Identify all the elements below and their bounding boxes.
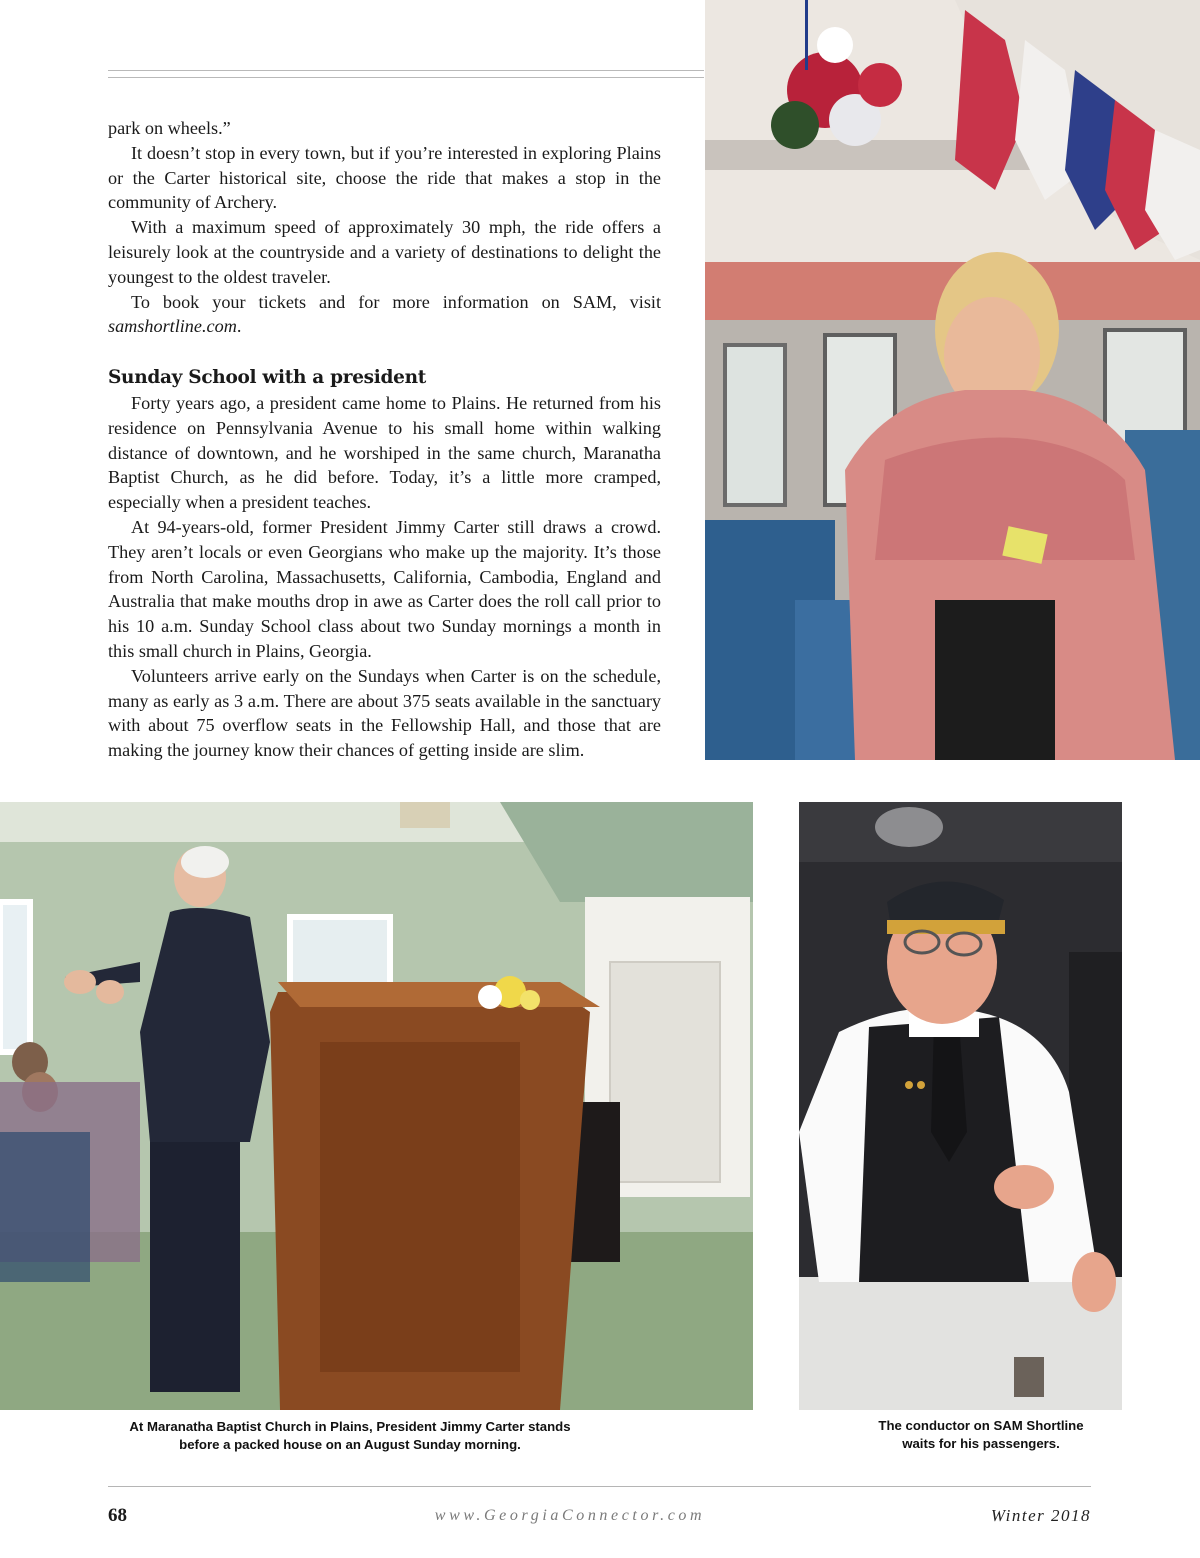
caption-line: waits for his passengers.: [902, 1436, 1060, 1451]
top-rule: [108, 70, 704, 78]
paragraph: Forty years ago, a president came home to Plains. He returned from his residence on Pennsylvania Avenue to his small home within walking distance of downtown, and he worshiped in the same church, Maranatha Baptist Church, as he did before. Today, it’s a little more cramped, especially when a president teaches.: [108, 392, 661, 513]
caption-line: before a packed house on an August Sunday morning.: [179, 1437, 521, 1452]
paragraph: park on wheels.”: [108, 118, 231, 138]
page-number: 68: [108, 1505, 127, 1526]
photo-carter-in-church: [0, 802, 753, 1410]
caption-conductor-photo: [840, 1417, 1122, 1453]
section-heading: Sunday School with a president: [108, 367, 427, 389]
footer-rule: [108, 1486, 1091, 1487]
caption-line: At Maranatha Baptist Church in Plains, President Jimmy Carter stands: [129, 1419, 571, 1434]
website-link[interactable]: samshortline.com: [108, 316, 237, 337]
footer-issue: Winter 2018: [990, 1506, 1091, 1525]
footer-website[interactable]: www.GeorgiaConnector.com: [434, 1507, 706, 1524]
paragraph: At 94-years-old, former President Jimmy Carter still draws a crowd. They aren’t locals or even Georgians who make up the majority. It’s those from North Carolina, Massachusetts, California, Cambodia, England and Australia that make mouths drop in awe as Carter does the roll call prior to his 10 a.m. Sunday School class about two Sunday mornings a month in this small church in Plains, Georgia.: [108, 516, 661, 661]
paragraph: It doesn’t stop in every town, but if you’re interested in exploring Plains or the Carter historical site, choose the ride that makes a stop in the community of Archery.: [108, 142, 661, 213]
article-body: [108, 116, 661, 763]
paragraph: Volunteers arrive early on the Sundays when Carter is on the schedule, many as early as 3 a.m. There are about 375 seats available in the sanctuary with about 75 overflow seats in the Fellowship Hall, and those that are making the journey know their chances of getting inside are slim.: [108, 665, 661, 761]
caption-line: The conductor on SAM Shortline: [878, 1418, 1084, 1433]
paragraph: With a maximum speed of approximately 30 mph, the ride offers a leisurely look at the countryside and a variety of destinations to delight the youngest to the oldest traveler.: [108, 217, 661, 287]
paragraph-text: .: [236, 316, 242, 337]
photo-woman-on-train: [705, 0, 1200, 760]
paragraph: [108, 290, 661, 340]
caption-church-photo: [100, 1418, 600, 1454]
paragraph-text: To book your tickets and for more information on SAM, visit: [131, 291, 661, 312]
photo-conductor: [799, 802, 1122, 1410]
